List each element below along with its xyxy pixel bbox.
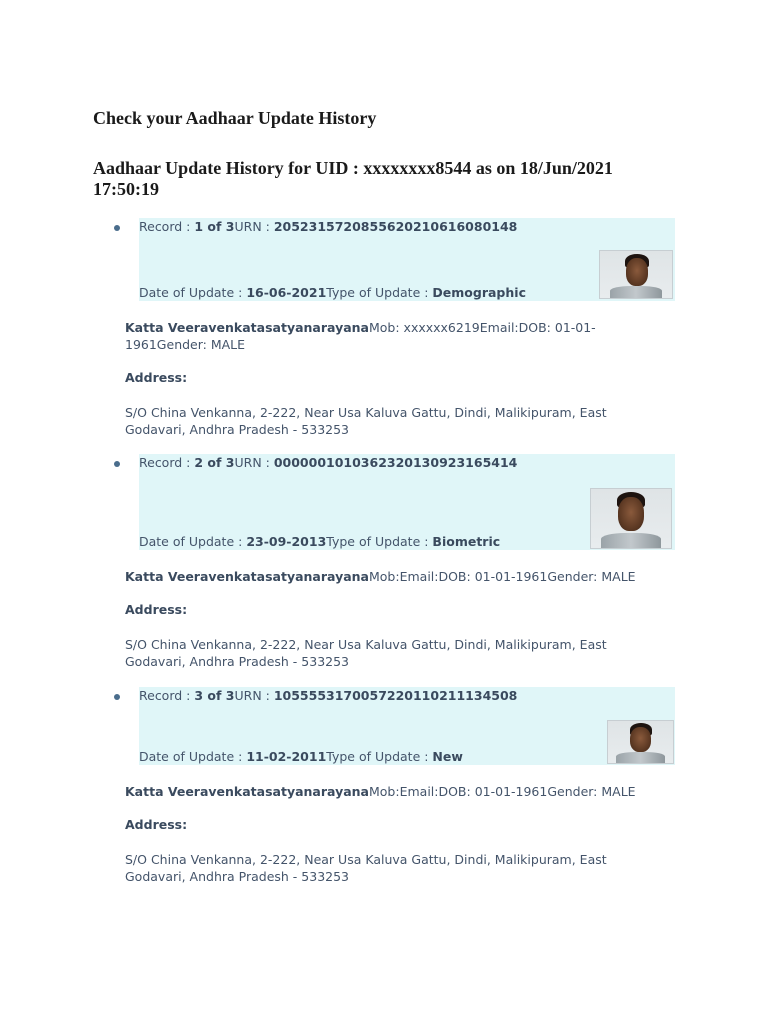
update-type: Biometric [432,534,501,549]
type-label: Type of Update : [326,285,433,300]
record-number: 1 of 3 [194,219,235,234]
update-date: 16-06-2021 [246,285,327,300]
update-type: Demographic [432,285,526,300]
person-contact: Mob:Email:DOB: 01-01-1961Gender: MALE [369,569,636,584]
history-heading: Aadhaar Update History for UID : xxxxxxxx8544 as on 18/Jun/2021 17:50:19 [93,158,613,199]
urn-label: URN : [234,219,274,234]
person-contact: Mob:Email:DOB: 01-01-1961Gender: MALE [369,784,636,799]
date-label: Date of Update : [139,749,247,764]
type-label: Type of Update : [326,749,433,764]
date-label: Date of Update : [139,285,247,300]
resident-photo [599,250,673,299]
person-contact: Mob: xxxxxx6219Email:DOB: 01-01-1961Gender: MALE [125,320,596,352]
update-line [139,749,463,764]
bullet-icon [114,694,120,700]
address-label: Address: [125,370,188,385]
person-name: Katta Veeravenkatasatyanarayana [125,784,369,799]
record-header-box [139,218,675,301]
update-line [139,534,500,549]
record-number: 2 of 3 [194,455,235,470]
address-text: S/O China Venkanna, 2-222, Near Usa Kaluva Gattu, Dindi, Malikipuram, East Godavari, Andhra Pradesh - 533253 [125,405,607,437]
update-line [139,285,526,300]
resident-photo [590,488,672,549]
bullet-icon [114,461,120,467]
update-date: 11-02-2011 [246,749,327,764]
address-text: S/O China Venkanna, 2-222, Near Usa Kaluva Gattu, Dindi, Malikipuram, East Godavari, Andhra Pradesh - 533253 [125,637,607,669]
urn-label: URN : [234,688,274,703]
update-type: New [432,749,463,764]
record-number: 3 of 3 [194,688,235,703]
person-name: Katta Veeravenkatasatyanarayana [125,320,369,335]
page-title: Check your Aadhaar Update History [93,108,377,128]
address-label: Address: [125,817,188,832]
record-line [139,219,517,234]
address-label: Address: [125,602,188,617]
person-name: Katta Veeravenkatasatyanarayana [125,569,369,584]
record-label: Record : [139,455,195,470]
urn-value: 1055553170057220110211134508 [273,688,518,703]
record-header-box [139,454,675,550]
address-text: S/O China Venkanna, 2-222, Near Usa Kaluva Gattu, Dindi, Malikipuram, East Godavari, Andhra Pradesh - 533253 [125,852,607,884]
person-details [125,783,665,800]
urn-value: 0000001010362320130923165414 [273,455,518,470]
resident-photo [607,720,674,764]
date-label: Date of Update : [139,534,247,549]
record-header-box [139,687,675,765]
person-details [125,568,665,585]
type-label: Type of Update : [326,534,433,549]
record-label: Record : [139,219,195,234]
urn-label: URN : [234,455,274,470]
record-line [139,688,517,703]
urn-value: 2052315720855620210616080148 [273,219,518,234]
bullet-icon [114,225,120,231]
person-details [125,319,665,353]
update-date: 23-09-2013 [246,534,327,549]
record-label: Record : [139,688,195,703]
record-line [139,455,517,470]
